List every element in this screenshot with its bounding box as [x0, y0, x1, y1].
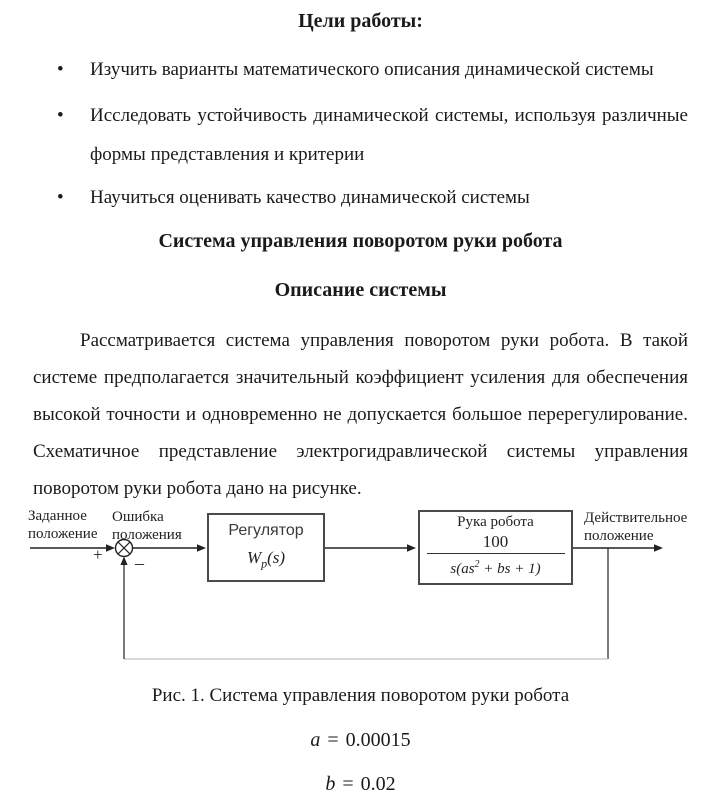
plant-transfer-function	[427, 531, 565, 580]
error-signal-label: Ошибка положения	[112, 509, 182, 543]
bullet-icon: •	[57, 187, 64, 208]
output-signal-label: Действительное положение	[584, 510, 688, 544]
input-signal-label: Заданное положение	[28, 508, 98, 542]
bullet-text: Исследовать устойчивость динамической системы, используя различные формы представления и критерии	[90, 105, 688, 165]
arrowhead-icon	[407, 544, 416, 552]
section-heading: Система управления поворотом руки робота	[158, 230, 563, 252]
bullet-text: Научиться оценивать качество динамической системы	[90, 187, 530, 208]
arrowhead-icon	[654, 544, 663, 552]
tf-subscript: p	[261, 556, 268, 571]
controller-block	[207, 513, 325, 582]
figure-caption: Рис. 1. Система управления поворотом руки робота	[151, 685, 570, 706]
plant-title: Рука робота	[457, 514, 534, 530]
list-item	[57, 178, 688, 217]
arrowhead-icon	[197, 544, 206, 552]
minus-sign: –	[135, 553, 144, 573]
body-paragraph: Рассматривается система управления поворотом руки робота. В такой системе предполагается значительный коэффициент усиления для обеспечения высокой точности и одновременно не допускается большое перерегулирование. Схематичное представление электрогидравлической системы управления поворотом руки робота дано на рисунке.	[33, 330, 688, 499]
bullet-icon: •	[57, 105, 64, 126]
list-item	[57, 50, 688, 89]
list-item	[57, 96, 688, 174]
subsection-heading: Описание системы	[274, 279, 447, 301]
tf-symbol: W	[246, 548, 262, 567]
page-title: Цели работы:	[298, 10, 423, 32]
arrowhead-icon	[106, 544, 115, 552]
controller-transfer-function	[209, 547, 323, 574]
parameter-a: a = 0.00015	[310, 729, 411, 751]
tf-denominator: $s(as^2$ + bs + 1)	[450, 559, 541, 577]
parameter-b: b = 0.02	[325, 773, 396, 795]
tf-numerator: 100	[482, 532, 509, 551]
tf-argument: (s)	[267, 548, 286, 567]
arrowhead-icon	[120, 557, 127, 566]
plant-block	[418, 510, 573, 585]
bullet-text: Изучить варианты математического описания динамической системы	[90, 59, 654, 80]
plus-sign: +	[93, 545, 103, 564]
controller-title: Регулятор	[228, 522, 304, 539]
bullet-icon: •	[57, 59, 64, 80]
block-diagram-figure	[0, 496, 721, 676]
